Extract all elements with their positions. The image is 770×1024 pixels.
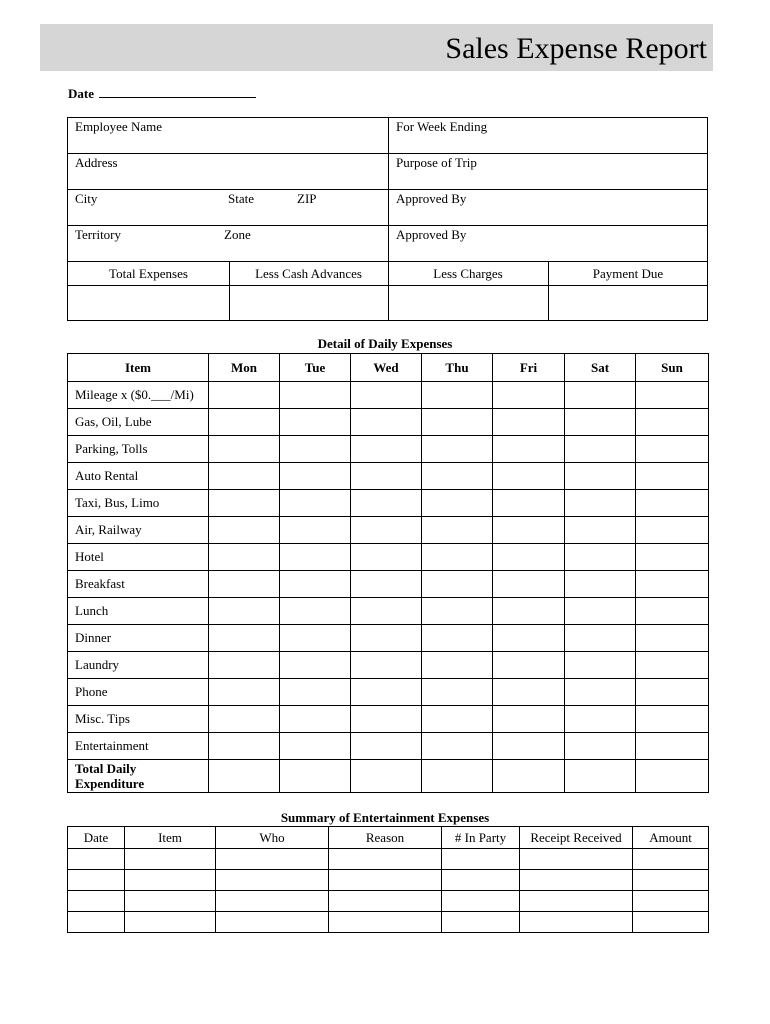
total-cell[interactable]: [422, 760, 493, 793]
expense-cell[interactable]: [351, 382, 422, 409]
expense-cell[interactable]: [209, 652, 280, 679]
expense-cell[interactable]: [493, 571, 565, 598]
expense-cell[interactable]: [636, 382, 709, 409]
expense-cell[interactable]: [422, 733, 493, 760]
entertainment-summary-title: Summary of Entertainment Expenses: [280, 810, 490, 825]
expense-cell[interactable]: [493, 598, 565, 625]
table-header-row: [68, 827, 709, 849]
expense-cell[interactable]: [565, 733, 636, 760]
column-header: Sun: [636, 354, 709, 382]
column-header: Sat: [565, 354, 636, 382]
entry-cell[interactable]: [216, 891, 329, 912]
expense-cell[interactable]: [422, 571, 493, 598]
row-label: Phone: [68, 679, 209, 706]
total-row: [68, 760, 709, 793]
entry-cell[interactable]: [633, 849, 709, 870]
total-expenses-label: Total Expenses: [109, 266, 188, 281]
entry-cell[interactable]: [68, 912, 125, 933]
column-header: Item: [125, 827, 216, 849]
total-cell[interactable]: [209, 760, 280, 793]
expense-cell[interactable]: [280, 598, 351, 625]
expense-cell[interactable]: [209, 463, 280, 490]
expense-cell[interactable]: [565, 436, 636, 463]
expense-cell[interactable]: [422, 490, 493, 517]
expense-cell[interactable]: [422, 652, 493, 679]
week-ending-field[interactable]: For Week Ending: [396, 119, 488, 134]
table-row: [68, 733, 709, 760]
expense-cell[interactable]: [565, 679, 636, 706]
table-row: [68, 571, 709, 598]
entry-cell[interactable]: [125, 849, 216, 870]
table-row: [68, 436, 709, 463]
expense-cell[interactable]: [351, 571, 422, 598]
entry-cell[interactable]: [520, 891, 633, 912]
expense-cell[interactable]: [280, 544, 351, 571]
row-label: Entertainment: [68, 733, 209, 760]
expense-cell[interactable]: [280, 571, 351, 598]
expense-cell[interactable]: [493, 517, 565, 544]
payment-due-label: Payment Due: [592, 266, 664, 281]
total-cell[interactable]: [280, 760, 351, 793]
entry-cell[interactable]: [520, 912, 633, 933]
table-row: [68, 463, 709, 490]
zone-field[interactable]: Zone: [224, 227, 251, 242]
expense-cell[interactable]: [565, 652, 636, 679]
expense-cell[interactable]: [280, 436, 351, 463]
expense-cell[interactable]: [280, 463, 351, 490]
entry-cell[interactable]: [68, 891, 125, 912]
expense-cell[interactable]: [636, 544, 709, 571]
expense-cell[interactable]: [422, 679, 493, 706]
expense-cell[interactable]: [493, 436, 565, 463]
expense-cell[interactable]: [351, 544, 422, 571]
entry-cell[interactable]: [442, 912, 520, 933]
expense-cell[interactable]: [565, 544, 636, 571]
approved-by-field[interactable]: Approved By: [396, 191, 467, 206]
row-label: Gas, Oil, Lube: [68, 409, 209, 436]
less-charges-label: Less Charges: [433, 266, 503, 281]
entry-cell[interactable]: [633, 912, 709, 933]
entry-cell[interactable]: [329, 870, 442, 891]
expense-cell[interactable]: [209, 409, 280, 436]
expense-cell[interactable]: [565, 490, 636, 517]
entry-cell[interactable]: [633, 870, 709, 891]
expense-cell[interactable]: [422, 625, 493, 652]
expense-cell[interactable]: [351, 679, 422, 706]
expense-cell[interactable]: [280, 706, 351, 733]
expense-cell[interactable]: [636, 679, 709, 706]
expense-cell[interactable]: [422, 382, 493, 409]
expense-cell[interactable]: [422, 409, 493, 436]
employee-info-box: [67, 117, 708, 321]
entry-cell[interactable]: [442, 849, 520, 870]
row-label: Parking, Tolls: [68, 436, 209, 463]
territory-field[interactable]: Territory: [75, 227, 122, 242]
zip-field[interactable]: ZIP: [297, 191, 317, 206]
address-field[interactable]: Address: [75, 155, 118, 170]
table-row: [68, 652, 709, 679]
expense-cell[interactable]: [565, 409, 636, 436]
entry-cell[interactable]: [125, 912, 216, 933]
expense-cell[interactable]: [636, 517, 709, 544]
expense-cell[interactable]: [636, 463, 709, 490]
entry-cell[interactable]: [125, 870, 216, 891]
expense-cell[interactable]: [209, 436, 280, 463]
entry-cell[interactable]: [329, 849, 442, 870]
expense-cell[interactable]: [209, 706, 280, 733]
table-row: [68, 849, 709, 870]
entry-cell[interactable]: [68, 849, 125, 870]
expense-cell[interactable]: [209, 598, 280, 625]
expense-cell[interactable]: [493, 652, 565, 679]
expense-cell[interactable]: [493, 463, 565, 490]
expense-cell[interactable]: [422, 598, 493, 625]
header-bar: [40, 24, 713, 71]
table-row: [68, 382, 709, 409]
entry-cell[interactable]: [442, 870, 520, 891]
expense-cell[interactable]: [280, 517, 351, 544]
row-label: Lunch: [68, 598, 209, 625]
total-cell[interactable]: [565, 760, 636, 793]
table-row: [68, 598, 709, 625]
expense-cell[interactable]: [351, 598, 422, 625]
expense-cell[interactable]: [209, 625, 280, 652]
table-row: [68, 490, 709, 517]
column-header: Date: [68, 827, 125, 849]
expense-cell[interactable]: [351, 625, 422, 652]
entry-cell[interactable]: [442, 891, 520, 912]
table-row: [68, 679, 709, 706]
page-title: Sales Expense Report: [445, 32, 707, 65]
expense-cell[interactable]: [280, 679, 351, 706]
entry-cell[interactable]: [633, 891, 709, 912]
expense-cell[interactable]: [565, 517, 636, 544]
column-header: Wed: [351, 354, 422, 382]
table-row: [68, 409, 709, 436]
divider: [388, 118, 389, 320]
expense-cell[interactable]: [565, 463, 636, 490]
expense-cell[interactable]: [209, 382, 280, 409]
expense-cell[interactable]: [422, 706, 493, 733]
expense-cell[interactable]: [565, 625, 636, 652]
expense-cell[interactable]: [280, 733, 351, 760]
column-header: Who: [216, 827, 329, 849]
row-label: Laundry: [68, 652, 209, 679]
purpose-of-trip-field[interactable]: Purpose of Trip: [396, 155, 477, 170]
expense-cell[interactable]: [493, 625, 565, 652]
row-label: Breakfast: [68, 571, 209, 598]
expense-cell[interactable]: [280, 382, 351, 409]
column-header: Amount: [633, 827, 709, 849]
expense-cell[interactable]: [280, 409, 351, 436]
table-row: [68, 706, 709, 733]
expense-cell[interactable]: [565, 382, 636, 409]
expense-cell[interactable]: [351, 490, 422, 517]
table-header-row: [68, 354, 709, 382]
expense-cell[interactable]: [493, 706, 565, 733]
total-cell[interactable]: [493, 760, 565, 793]
total-cell[interactable]: [351, 760, 422, 793]
expense-cell[interactable]: [209, 571, 280, 598]
row-label: Hotel: [68, 544, 209, 571]
expense-cell[interactable]: [636, 625, 709, 652]
expense-cell[interactable]: [565, 706, 636, 733]
expense-cell[interactable]: [351, 436, 422, 463]
entry-cell[interactable]: [125, 891, 216, 912]
row-label: Taxi, Bus, Limo: [68, 490, 209, 517]
expense-cell[interactable]: [422, 544, 493, 571]
column-header: Tue: [280, 354, 351, 382]
expense-cell[interactable]: [422, 436, 493, 463]
date-field[interactable]: [68, 86, 256, 102]
table-row: [68, 625, 709, 652]
entry-cell[interactable]: [216, 870, 329, 891]
expense-cell[interactable]: [636, 706, 709, 733]
expense-cell[interactable]: [209, 679, 280, 706]
expense-cell[interactable]: [351, 706, 422, 733]
column-header: Item: [68, 354, 209, 382]
row-label: Air, Railway: [68, 517, 209, 544]
entry-cell[interactable]: [329, 891, 442, 912]
row-label: Mileage x ($0.___/Mi): [68, 382, 209, 409]
expense-cell[interactable]: [422, 463, 493, 490]
row-label: Auto Rental: [68, 463, 209, 490]
expense-cell[interactable]: [209, 517, 280, 544]
approved-by-field[interactable]: Approved By: [396, 227, 467, 242]
table-row: [68, 870, 709, 891]
daily-expenses-title: Detail of Daily Expenses: [317, 336, 453, 351]
expense-cell[interactable]: [280, 490, 351, 517]
expense-cell[interactable]: [351, 409, 422, 436]
expense-cell[interactable]: [422, 517, 493, 544]
expense-cell[interactable]: [351, 733, 422, 760]
row-label: Dinner: [68, 625, 209, 652]
date-blank-line[interactable]: [99, 88, 256, 98]
entry-cell[interactable]: [216, 849, 329, 870]
daily-expenses-table: [67, 353, 709, 793]
expense-cell[interactable]: [493, 382, 565, 409]
table-row: [68, 912, 709, 933]
entry-cell[interactable]: [216, 912, 329, 933]
entry-cell[interactable]: [520, 849, 633, 870]
expense-cell[interactable]: [209, 490, 280, 517]
total-daily-label: Total Daily Expenditure: [68, 760, 209, 793]
entertainment-summary-table: [67, 826, 709, 933]
employee-name-field[interactable]: Employee Name: [75, 119, 162, 134]
column-header: Reason: [329, 827, 442, 849]
expense-cell[interactable]: [493, 733, 565, 760]
expense-cell[interactable]: [493, 409, 565, 436]
expense-cell[interactable]: [636, 409, 709, 436]
expense-cell[interactable]: [493, 490, 565, 517]
expense-cell[interactable]: [351, 652, 422, 679]
expense-cell[interactable]: [493, 679, 565, 706]
table-row: [68, 891, 709, 912]
expense-cell[interactable]: [209, 733, 280, 760]
total-cell[interactable]: [636, 760, 709, 793]
expense-cell[interactable]: [493, 544, 565, 571]
column-header: # In Party: [442, 827, 520, 849]
expense-cell[interactable]: [636, 436, 709, 463]
table-row: [68, 517, 709, 544]
expense-cell[interactable]: [636, 652, 709, 679]
column-header: Thu: [422, 354, 493, 382]
date-label: Date: [68, 86, 94, 101]
entry-cell[interactable]: [68, 870, 125, 891]
less-cash-advances-label: Less Cash Advances: [255, 266, 362, 281]
entry-cell[interactable]: [520, 870, 633, 891]
expense-cell[interactable]: [565, 598, 636, 625]
column-header: Fri: [493, 354, 565, 382]
entry-cell[interactable]: [329, 912, 442, 933]
expense-cell[interactable]: [351, 463, 422, 490]
expense-cell[interactable]: [636, 733, 709, 760]
column-header: Receipt Received: [520, 827, 633, 849]
expense-cell[interactable]: [209, 544, 280, 571]
city-field[interactable]: City: [75, 191, 98, 206]
expense-cell[interactable]: [280, 625, 351, 652]
expense-cell[interactable]: [351, 517, 422, 544]
expense-cell[interactable]: [280, 652, 351, 679]
expense-cell[interactable]: [565, 571, 636, 598]
expense-cell[interactable]: [636, 490, 709, 517]
state-field[interactable]: State: [228, 191, 254, 206]
expense-cell[interactable]: [636, 571, 709, 598]
row-label: Misc. Tips: [68, 706, 209, 733]
table-row: [68, 544, 709, 571]
expense-cell[interactable]: [636, 598, 709, 625]
column-header: Mon: [209, 354, 280, 382]
